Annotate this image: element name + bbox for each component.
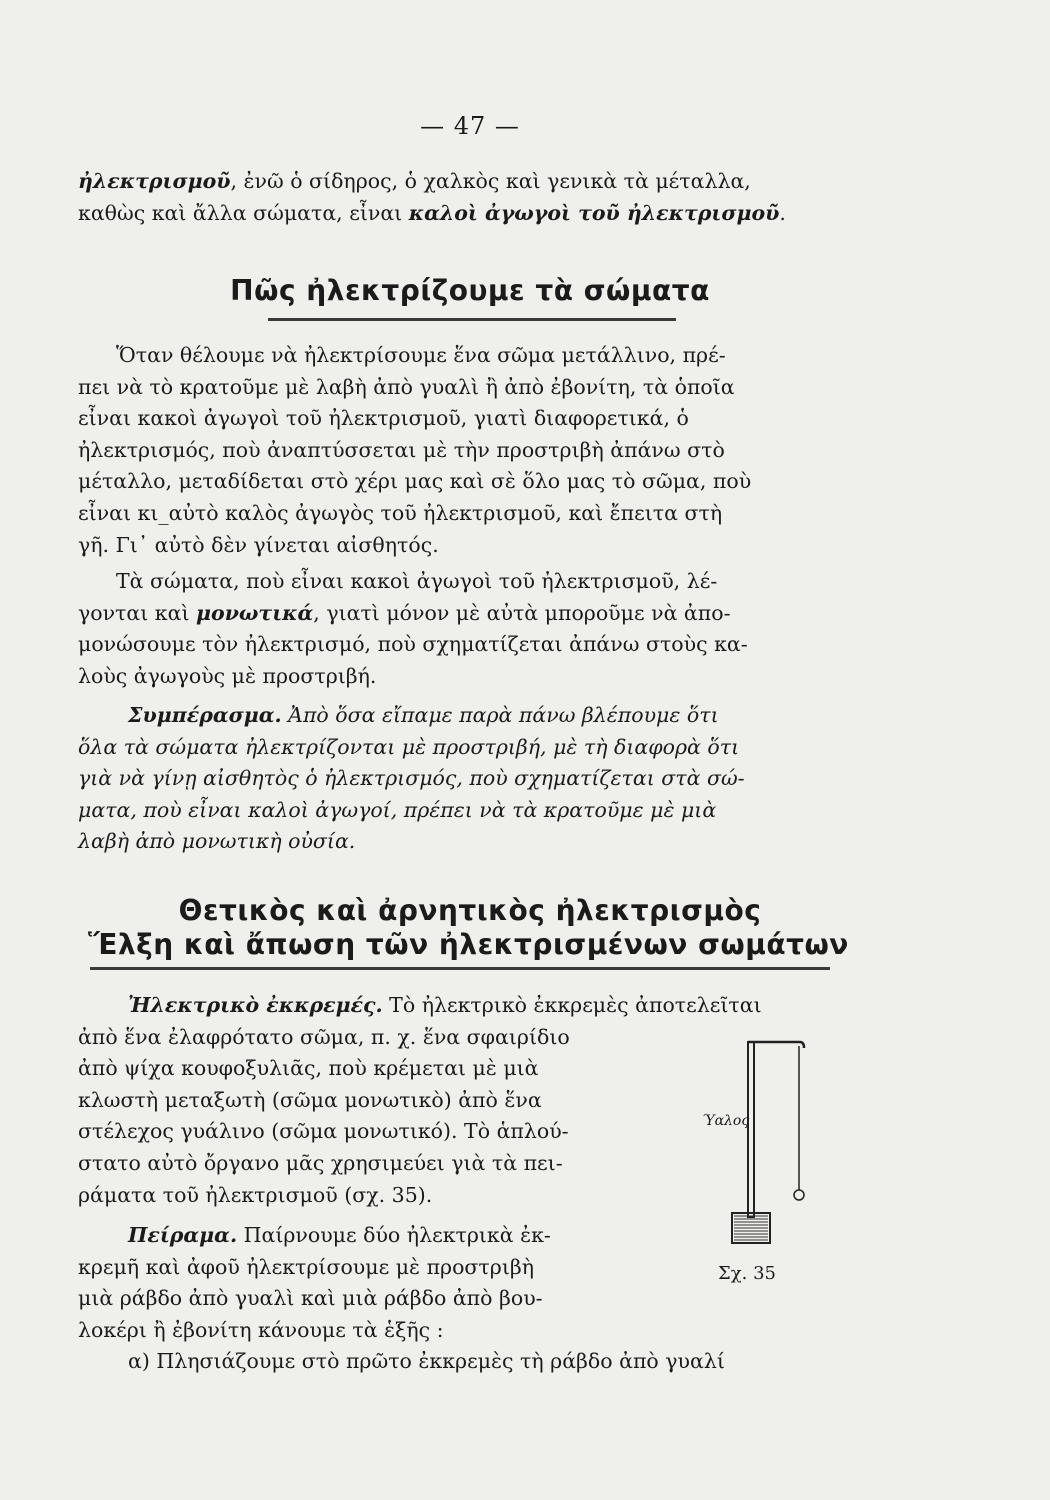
text-line: Ὅταν θέλουμε νὰ ἠλεκτρίσουμε ἕνα σῶμα μετάλλινο, πρέ- <box>116 343 726 367</box>
conclusion-label: Συμπέρασμα. <box>128 703 282 727</box>
term-insulating: μονωτικά <box>196 600 314 625</box>
figure-label-glass: Ύαλος <box>702 1113 750 1129</box>
section-heading-attraction-repulsion: Ἕλξη καὶ ἄπωση τῶν ἠλεκτρισμένων σωμάτων <box>88 928 849 961</box>
page-number: — 47 — <box>420 112 520 140</box>
text-line: ἀπὸ ψίχα κουφοξυλιᾶς, ποὺ κρέμεται μὲ μιὰ <box>78 1056 539 1081</box>
electric-pendulum-figure <box>700 1030 850 1300</box>
paragraph-insulators <box>78 566 858 692</box>
figure-caption: Σχ. 35 <box>718 1263 776 1284</box>
text-line: λαβὴ ἀπὸ μονωτικὴ οὐσία. <box>78 829 356 854</box>
text-line: λοὺς ἀγωγοὺς μὲ προστριβή. <box>78 663 377 688</box>
text-line: λοκέρι ἢ ἐβονίτη κάνουμε τὰ ἑξῆς : <box>78 1317 444 1342</box>
stand-arm <box>748 1042 804 1048</box>
text-line: πει νὰ τὸ κρατοῦμε μὲ λαβὴ ἀπὸ γυαλὶ ἢ ἀπὸ ἐβονίτη, τὰ ὁποῖα <box>78 374 735 399</box>
text-line: ἠλεκτρισμός, ποὺ ἀναπτύσσεται μὲ τὴν προστριβὴ ἀπάνω στὸ <box>78 437 725 462</box>
text-line: μονώσουμε τὸν ἠλεκτρισμό, ποὺ σχηματίζεται ἀπάνω στοὺς κα- <box>78 632 748 657</box>
intro-paragraph <box>78 166 858 229</box>
text-line: στέλεχος γυάλινο (σῶμα μονωτικό). Τὸ ἁπλού- <box>78 1119 569 1144</box>
text-line: κρεμῆ καὶ ἀφοῦ ἠλεκτρίσουμε μὲ προστριβὴ <box>78 1254 534 1279</box>
intro-line-2-end: . <box>779 200 786 225</box>
text-line <box>78 990 858 1022</box>
term-good-conductors: καλοὶ ἀγωγοὶ τοῦ ἠλεκτρισμοῦ <box>408 200 780 225</box>
text-line-step-a: α) Πλησιάζουμε στὸ πρῶτο ἐκκρεμὲς τὴ ράβδο ἀπὸ γυαλί <box>128 1349 725 1374</box>
base-hatching <box>734 1216 768 1240</box>
text-line: ἀπὸ ἕνα ἐλαφρότατο σῶμα, π. χ. ἕνα σφαιρίδιο <box>78 1024 570 1049</box>
text-line: κλωστὴ μεταξωτὴ (σῶμα μονωτικὸ) ἀπὸ ἕνα <box>78 1087 542 1112</box>
heading-underline <box>90 967 830 970</box>
text-fragment: γονται καὶ <box>78 600 197 625</box>
text-line: γῆ. Γι᾿ αὐτὸ δὲν γίνεται αἰσθητός. <box>78 532 439 557</box>
intro-line-2-text: καθὼς καὶ ἄλλα σώματα, εἶναι <box>78 200 409 225</box>
text-line: γιὰ νὰ γίνῃ αἰσθητὸς ὁ ἠλεκτρισμός, ποὺ σχηματίζεται στὰ σώ- <box>78 766 745 791</box>
pith-ball <box>794 1190 804 1200</box>
text-line: ματα, ποὺ εἶναι καλοὶ ἀγωγοί, πρέπει νὰ τὰ κρατοῦμε μὲ μιὰ <box>78 797 717 822</box>
experiment-label: Πείραμα. <box>128 1223 238 1247</box>
paragraph-conclusion <box>78 700 858 858</box>
glass-stand <box>748 1042 754 1217</box>
pendulum-label: Ἠλεκτρικὸ ἐκκρεμές. <box>128 993 383 1017</box>
text-line: στατο αὐτὸ ὄργανο μᾶς χρησιμεύει γιὰ τὰ πει- <box>78 1150 563 1175</box>
text-fragment: , γιατὶ μόνον μὲ αὐτὰ μποροῦμε νὰ ἀπο- <box>313 600 731 625</box>
text-line: ὅλα τὰ σώματα ἠλεκτρίζονται μὲ προστριβή, μὲ τὴ διαφορὰ ὅτι <box>78 734 740 759</box>
text-line: ράματα τοῦ ἠλεκτρισμοῦ (σχ. 35). <box>78 1182 433 1207</box>
section-heading-charging: Πῶς ἠλεκτρίζουμε τὰ σώματα <box>230 274 710 307</box>
text-fragment: Τὸ ἠλεκτρικὸ ἐκκρεμὲς ἀποτελεῖται <box>382 993 762 1017</box>
section-heading-positive-negative: Θετικὸς καὶ ἀρνητικὸς ἠλεκτρισμὸς <box>178 894 762 927</box>
text-line <box>78 598 858 630</box>
heading-underline <box>268 318 676 321</box>
term-electricity: ἠλεκτρισμοῦ <box>78 169 231 193</box>
text-line: μέταλλο, μεταδίδεται στὸ χέρι μας καὶ σὲ ὅλο μας τὸ σῶμα, ποὺ <box>78 469 752 494</box>
intro-line-1 <box>78 166 858 198</box>
text-line: μιὰ ράβδο ἀπὸ γυαλὶ καὶ μιὰ ράβδο ἀπὸ βου- <box>78 1286 543 1311</box>
text-line <box>78 700 858 732</box>
text-line: εἶναι κακοὶ ἀγωγοὶ τοῦ ἠλεκτρισμοῦ, γιατὶ διαφορετικά, ὁ <box>78 406 689 431</box>
intro-line-2 <box>78 198 858 230</box>
text-fragment: Παίρνουμε δύο ἠλεκτρικὰ ἐκ- <box>237 1223 551 1247</box>
text-line: εἶναι κι_αὐτὸ καλὸς ἀγωγὸς τοῦ ἠλεκτρισμοῦ, καὶ ἔπειτα στὴ <box>78 500 723 525</box>
text-line: Τὰ σώματα, ποὺ εἶναι κακοὶ ἀγωγοὶ τοῦ ἠλεκτρισμοῦ, λέ- <box>116 569 718 593</box>
intro-line-1-text: , ἐνῶ ὁ σίδηρος, ὁ χαλκὸς καὶ γενικὰ τὰ μέταλλα, <box>230 169 751 193</box>
paragraph-charging <box>78 340 858 561</box>
text-fragment: Ἀπὸ ὅσα εἴπαμε παρὰ πάνω βλέπουμε ὅτι <box>281 703 719 727</box>
